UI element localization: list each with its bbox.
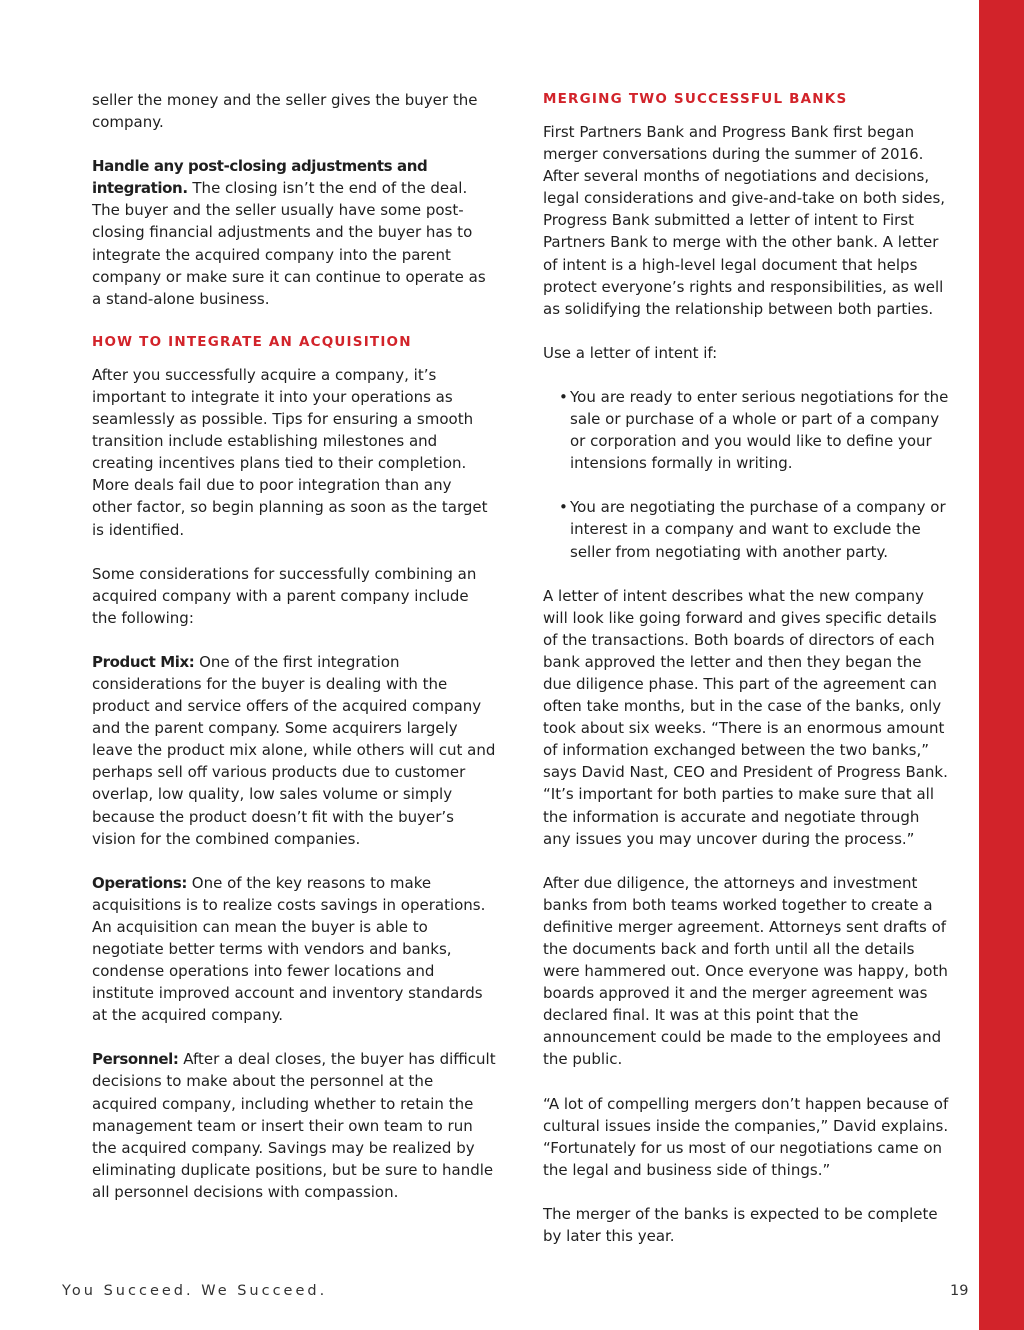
post-closing-paragraph xyxy=(92,155,496,310)
personnel-body: After a deal closes, the buyer has difficult decisions to make about the personnel at the acquired company, including whether to retain the management team or insert their own team to run the acquired company. Savings may be realized by eliminating duplicate positions, but be sure to handle all personnel decisions with compassion. xyxy=(92,1050,496,1201)
post-closing-body: The closing isn’t the end of the deal. The buyer and the seller usually have some post-closing financial adjustments and the buyer has to integrate the acquired company into the parent company or make sure it can continue to operate as a stand-alone business. xyxy=(92,179,486,308)
page-number: 19 xyxy=(950,1283,969,1299)
personnel-lead: Personnel: xyxy=(92,1050,179,1069)
integrate-paragraph: After you successfully acquire a company, it’s important to integrate it into your operations as seamlessly as possible. Tips for ensuring a smooth transition include establishing milestones and creating incentives plans tied to their completion. More deals fail due to poor integration than any other factor, so begin planning as soon as the target is identified. xyxy=(92,365,488,539)
product-mix-lead: Product Mix: xyxy=(92,652,195,671)
quote-paragraph: “A lot of compelling mergers don’t happen because of cultural issues inside the companies,” David explains. “Fortunately for us most of our negotiations came on the legal and business side of things.” xyxy=(543,1094,949,1179)
merger-agreement-paragraph: After due diligence, the attorneys and investment banks from both teams worked together to create a definitive merger agreement. Attorneys sent drafts of the documents back and forth until all the details were hammered out. Once everyone was happy, both boards approved it and the merger agreement was declared final. It was at this point that the announcement could be made to the employees and the public. xyxy=(543,873,948,1069)
product-mix-paragraph xyxy=(92,651,496,850)
considerations-paragraph: Some considerations for successfully combining an acquired company with a parent company include the following: xyxy=(92,564,477,627)
merging-banks-heading: MERGING TWO SUCCESSFUL BANKS xyxy=(543,91,848,107)
footer-tagline: You Succeed. We Succeed. xyxy=(62,1283,328,1299)
left-column xyxy=(92,89,496,1225)
list-item: • You are ready to enter serious negotiations for the sale or purchase of a whole or part of a company or corporation and you would like to define your intensions formally in writing. xyxy=(559,386,949,474)
integrate-acquisition-heading: HOW TO INTEGRATE AN ACQUISITION xyxy=(92,333,412,350)
product-mix-body: One of the first integration considerations for the buyer is dealing with the product and service offers of the acquired company and the parent company. Some acquirers largely leave the product mix alone, while others will cut and perhaps sell off various products due to customer overlap, low quality, low sales volume or simply because the product doesn’t fit with the buyer’s vision for the combined companies. xyxy=(92,652,496,848)
right-column xyxy=(543,89,949,1269)
due-diligence-paragraph: A letter of intent describes what the new company will look like going forward and gives specific details of the transactions. Both boards of directors of each bank approved the letter and then they began the due diligence phase. This part of the agreement can often take months, but in the case of the banks, only took about six weeks. “There is an enormous amount of information exchanged between the two banks,” says David Nast, CEO and President of Progress Bank. “It’s important for both parties to make sure that all the information is accurate and negotiate through any issues you may uncover during the process.” xyxy=(543,586,948,848)
completion-paragraph: The merger of the banks is expected to be complete by later this year. xyxy=(543,1204,938,1246)
operations-lead: Operations: xyxy=(92,873,188,892)
personnel-paragraph xyxy=(92,1048,496,1203)
list-item: • You are negotiating the purchase of a company or interest in a company and want to exclude the seller from negotiating with another party. xyxy=(559,496,949,562)
intro-tail-paragraph: seller the money and the seller gives the buyer the company. xyxy=(92,91,478,132)
letter-of-intent-list xyxy=(543,386,949,563)
letter-of-intent-intro: Use a letter of intent if: xyxy=(543,343,718,362)
merger-intro-paragraph: First Partners Bank and Progress Bank first began merger conversations during the summer of 2016. After several months of negotiations and decisions, legal considerations and give-and-take on both sides, Progress Bank submitted a letter of intent to First Partners Bank to merge with the other bank. A letter of intent is a high-level legal document that helps protect everyone’s rights and responsibilities, as well as solidifying the relationship between both parties. xyxy=(543,123,946,318)
operations-body: One of the key reasons to make acquisitions is to realize costs savings in operations. An acquisition can mean the buyer is able to negotiate better terms with vendors and banks, condense operations into fewer locations and institute improved account and inventory standards at the acquired company. xyxy=(92,873,486,1025)
accent-side-bar xyxy=(979,0,1024,1330)
post-closing-lead: Handle any post-closing adjustments and integration. xyxy=(92,157,428,198)
operations-paragraph xyxy=(92,872,496,1027)
